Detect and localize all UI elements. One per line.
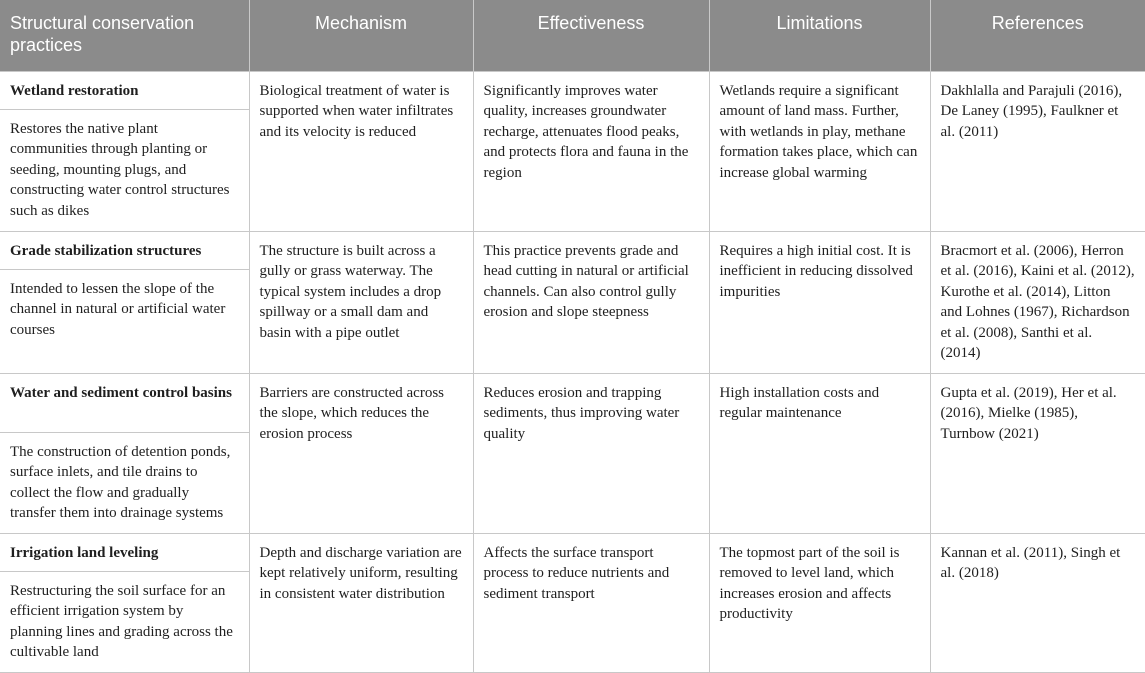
table-row — [0, 71, 1145, 109]
table-row — [0, 373, 1145, 432]
limitations-cell: Wetlands require a significant amount of land mass. Further, with wetlands in play, methane formation takes place, which can increase global warming — [709, 71, 930, 231]
table-row — [0, 533, 1145, 571]
practice-title: Water and sediment control basins — [0, 373, 249, 432]
references-cell: Gupta et al. (2019), Her et al. (2016), Mielke (1985), Turnbow (2021) — [930, 373, 1145, 533]
table-row — [0, 231, 1145, 269]
limitations-cell: Requires a high initial cost. It is inefficient in reducing dissolved impurities — [709, 231, 930, 373]
practice-description: Restructuring the soil surface for an efficient irrigation system by planning lines and grading across the cultivable land — [0, 571, 249, 672]
header-limitations: Limitations — [709, 0, 930, 71]
header-effectiveness: Effectiveness — [473, 0, 709, 71]
table-body — [0, 71, 1145, 672]
limitations-cell: The topmost part of the soil is removed to level land, which increases erosion and affects productivity — [709, 533, 930, 672]
header-practices: Structural conservation practices — [0, 0, 249, 71]
effectiveness-cell: This practice prevents grade and head cutting in natural or artificial channels. Can also control gully erosion and slope steepness — [473, 231, 709, 373]
practice-description: Restores the native plant communities through planting or seeding, mounting plugs, and constructing water control structures such as dikes — [0, 109, 249, 231]
references-cell: Kannan et al. (2011), Singh et al. (2018) — [930, 533, 1145, 672]
header-row — [0, 0, 1145, 71]
header-references: References — [930, 0, 1145, 71]
mechanism-cell: Biological treatment of water is supported when water infiltrates and its velocity is reduced — [249, 71, 473, 231]
mechanism-cell: Depth and discharge variation are kept relatively uniform, resulting in consistent water distribution — [249, 533, 473, 672]
practice-description: The construction of detention ponds, surface inlets, and tile drains to collect the flow and gradually transfer them into drainage systems — [0, 432, 249, 533]
mechanism-cell: The structure is built across a gully or grass waterway. The typical system includes a drop spillway or a small dam and basin with a pipe outlet — [249, 231, 473, 373]
practice-title: Wetland restoration — [0, 71, 249, 109]
references-cell: Bracmort et al. (2006), Herron et al. (2016), Kaini et al. (2012), Kurothe et al. (2014), Litton and Lohnes (1967), Richardson et al. (2008), Santhi et al. (2014) — [930, 231, 1145, 373]
table-header — [0, 0, 1145, 71]
practice-title: Grade stabilization structures — [0, 231, 249, 269]
limitations-cell: High installation costs and regular maintenance — [709, 373, 930, 533]
header-mechanism: Mechanism — [249, 0, 473, 71]
effectiveness-cell: Affects the surface transport process to reduce nutrients and sediment transport — [473, 533, 709, 672]
references-cell: Dakhlalla and Parajuli (2016), De Laney (1995), Faulkner et al. (2011) — [930, 71, 1145, 231]
practice-title: Irrigation land leveling — [0, 533, 249, 571]
practice-description: Intended to lessen the slope of the channel in natural or artificial water courses — [0, 269, 249, 373]
mechanism-cell: Barriers are constructed across the slope, which reduces the erosion process — [249, 373, 473, 533]
effectiveness-cell: Reduces erosion and trapping sediments, thus improving water quality — [473, 373, 709, 533]
effectiveness-cell: Significantly improves water quality, increases groundwater recharge, attenuates flood peaks, and protects flora and fauna in the region — [473, 71, 709, 231]
